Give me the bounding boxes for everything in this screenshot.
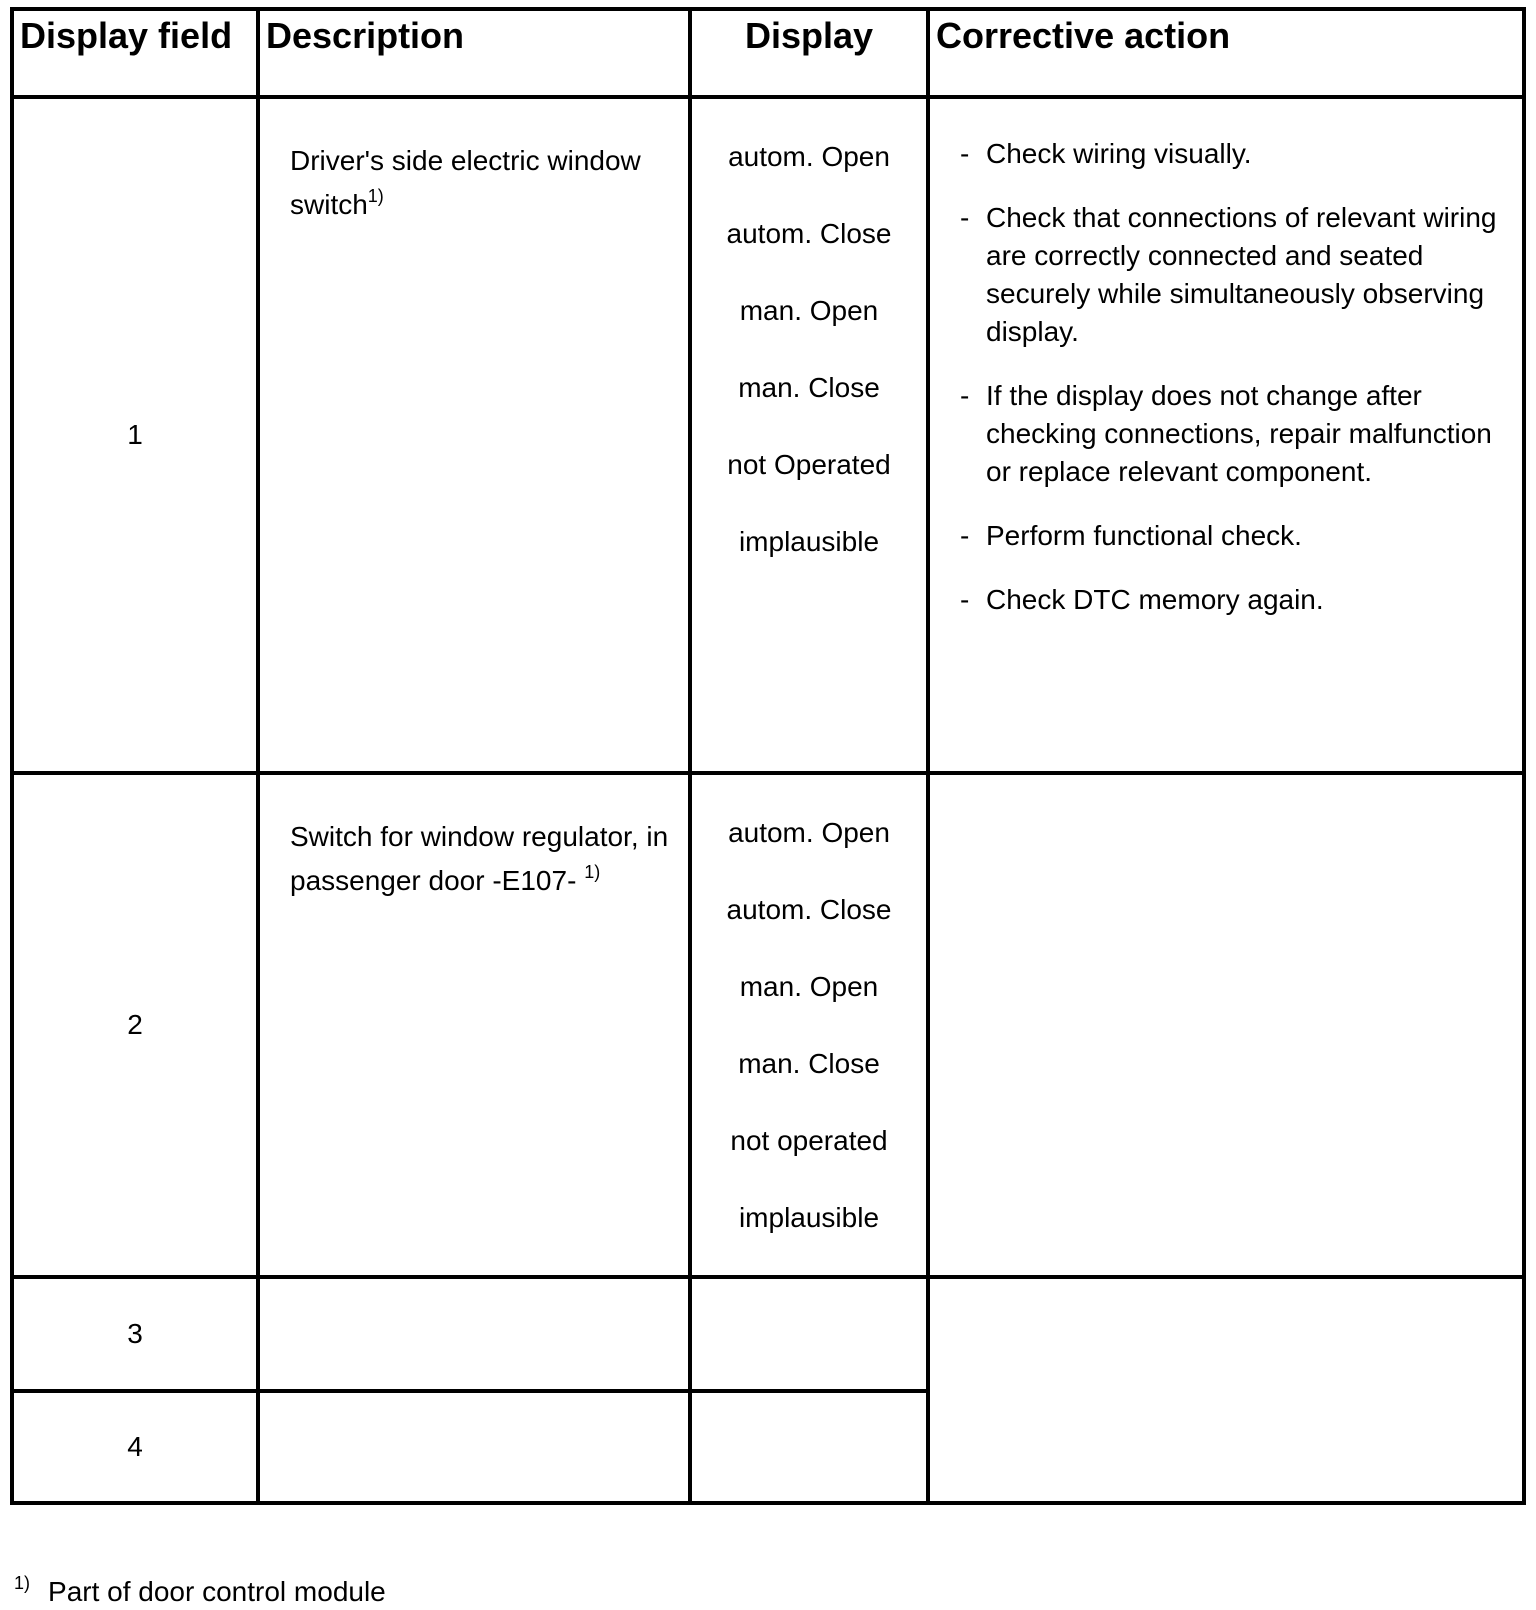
- display-value: autom. Close: [726, 894, 892, 925]
- table-row: [12, 97, 1524, 773]
- header-display-field: Display field: [12, 9, 258, 97]
- corrective-action-text: Perform functional check.: [986, 520, 1302, 551]
- dash-bullet: -: [960, 202, 970, 233]
- display-value: man. Open: [739, 971, 879, 1002]
- display-field-number: 2: [12, 773, 258, 1277]
- header-display: Display: [690, 9, 928, 97]
- display-value: implausible: [738, 1202, 880, 1233]
- table-header-row: [12, 9, 1524, 97]
- corrective-action-cell-empty: [928, 1277, 1524, 1503]
- description-cell-empty: [258, 1391, 690, 1503]
- header-description: Description: [258, 9, 690, 97]
- corrective-action-text: Check DTC memory again.: [986, 584, 1324, 615]
- corrective-action-item: [960, 517, 1502, 555]
- display-value: autom. Close: [726, 218, 892, 249]
- display-value: not Operated: [727, 449, 891, 480]
- display-field-number: 3: [12, 1277, 258, 1391]
- display-value: autom. Open: [728, 817, 890, 848]
- display-values-cell-empty: [690, 1391, 928, 1503]
- dash-bullet: -: [960, 584, 970, 615]
- footnote-ref: 1): [584, 862, 601, 882]
- corrective-action-text: If the display does not change after checking connections, repair malfunction or replace relevant component.: [986, 380, 1492, 487]
- footnote-ref: 1): [367, 186, 384, 206]
- footnote-text: Part of door control module: [48, 1576, 386, 1607]
- description-cell: [258, 97, 690, 773]
- display-value: man. Close: [738, 1048, 880, 1079]
- corrective-action-item: [960, 581, 1502, 619]
- table-row: [12, 773, 1524, 1277]
- display-value: implausible: [738, 526, 880, 557]
- corrective-action-text: Check wiring visually.: [986, 138, 1252, 169]
- dash-bullet: -: [960, 380, 970, 411]
- display-value: man. Close: [738, 372, 880, 403]
- display-value: autom. Open: [728, 141, 890, 172]
- corrective-action-item: [960, 135, 1502, 173]
- display-values-cell-empty: [690, 1277, 928, 1391]
- display-field-number: 4: [12, 1391, 258, 1503]
- display-fields-table: [10, 7, 1526, 1505]
- header-corrective-action: Corrective action: [928, 9, 1524, 97]
- description-cell-empty: [258, 1277, 690, 1391]
- display-values-cell: [690, 773, 928, 1277]
- footnote-marker: 1): [14, 1573, 31, 1593]
- table-row: [12, 1277, 1524, 1391]
- description-text: Driver's side electric window switch: [290, 145, 641, 220]
- display-values-cell: [690, 97, 928, 773]
- display-value: not operated: [730, 1125, 888, 1156]
- corrective-action-item: [960, 199, 1502, 351]
- corrective-action-list: [930, 99, 1522, 619]
- corrective-action-cell-empty: [928, 773, 1524, 1277]
- display-value: man. Open: [739, 295, 879, 326]
- display-values-list: [692, 99, 926, 599]
- dash-bullet: -: [960, 138, 970, 169]
- display-values-list: [692, 775, 926, 1275]
- description-cell: [258, 773, 690, 1277]
- corrective-action-cell: [928, 97, 1524, 773]
- display-field-number: 1: [12, 97, 258, 773]
- description-text: Switch for window regulator, in passenger door -E107-: [290, 821, 669, 896]
- corrective-action-text: Check that connections of relevant wiring are correctly connected and seated securely while simultaneously observing display.: [986, 202, 1497, 347]
- dash-bullet: -: [960, 520, 970, 551]
- footnote: [14, 1574, 386, 1610]
- corrective-action-item: [960, 377, 1502, 491]
